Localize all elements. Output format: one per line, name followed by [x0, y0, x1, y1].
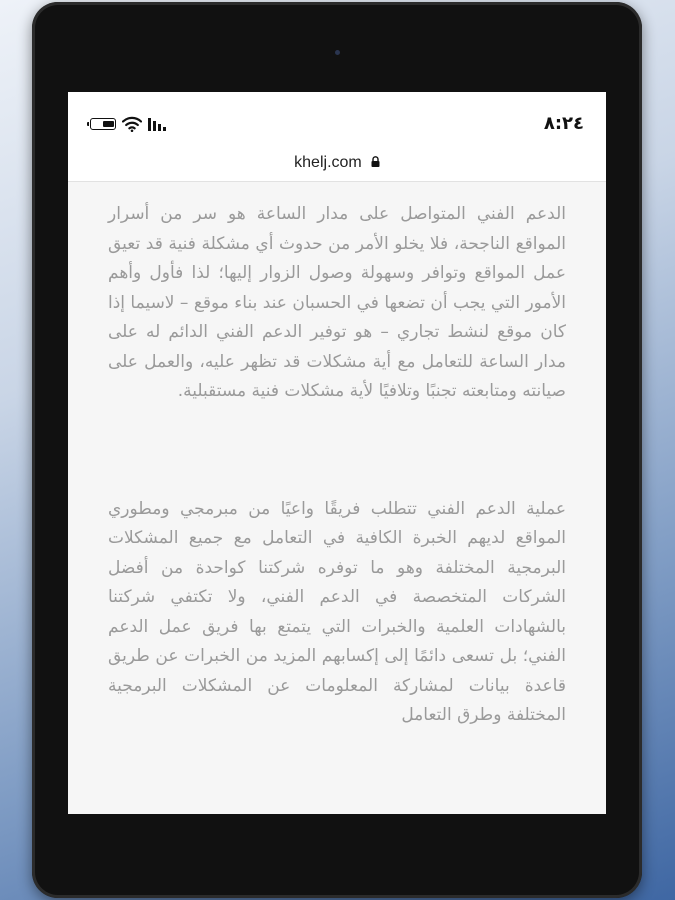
browser-url-bar[interactable]	[68, 148, 606, 182]
status-bar	[68, 92, 606, 148]
battery-cap	[87, 122, 89, 126]
article-paragraph: عملية الدعم الفني تتطلب فريقًا واعيًا من مبرمجي ومطوري المواقع لديهم الخبرة الكافية في التعامل مع جميع المشكلات البرمجية المختلفة وهو ما توفره شركتنا كواحدة من أفضل الشركات المتخصصة في الدعم الفني، ولا تكتفي شركتنا بالشهادات العلمية والخبرات التي يتمتع بها فريق عمل الدعم الفني؛ بل تسعى دائمًا إلى إكسابهم المزيد من الخبرات عن طريق قاعدة بيانات لمشاركة المعلومات عن المشكلات البرمجية المختلفة وطرق التعامل	[108, 498, 566, 725]
article-content	[108, 200, 566, 731]
status-time: ٨:٢٤	[543, 113, 584, 134]
battery-level	[103, 121, 114, 127]
device-screen	[68, 92, 606, 814]
article-paragraph: الدعم الفني المتواصل على مدار الساعة هو سر من أسرار المواقع الناجحة، فلا يخلو الأمر من حدوث أي مشكلة فنية قد تعيق عمل المواقع وتوافر وسهولة وصول الزوار إليها؛ لذا فأول وأهم الأمور التي يجب أن تضعها في الحسبان عند بناء موقع – لاسيما إذا كان موقع لنشط تجاري – هو توفير الدعم الفني الدائم له على مدار الساعة للتعامل مع أية مشكلات قد تظهر عليه، والعمل على صيانته ومتابعته تجنبًا وتلافيًا لأية مشكلات فنية مستقبلية.	[108, 204, 566, 401]
lock-icon	[371, 156, 380, 167]
url-text[interactable]: khelj.com	[294, 154, 362, 171]
tablet-device-frame	[32, 2, 642, 898]
front-camera	[335, 50, 340, 55]
wifi-icon	[122, 116, 142, 132]
battery-icon	[90, 118, 116, 130]
signal-icon	[148, 117, 166, 131]
status-icons	[90, 116, 166, 132]
